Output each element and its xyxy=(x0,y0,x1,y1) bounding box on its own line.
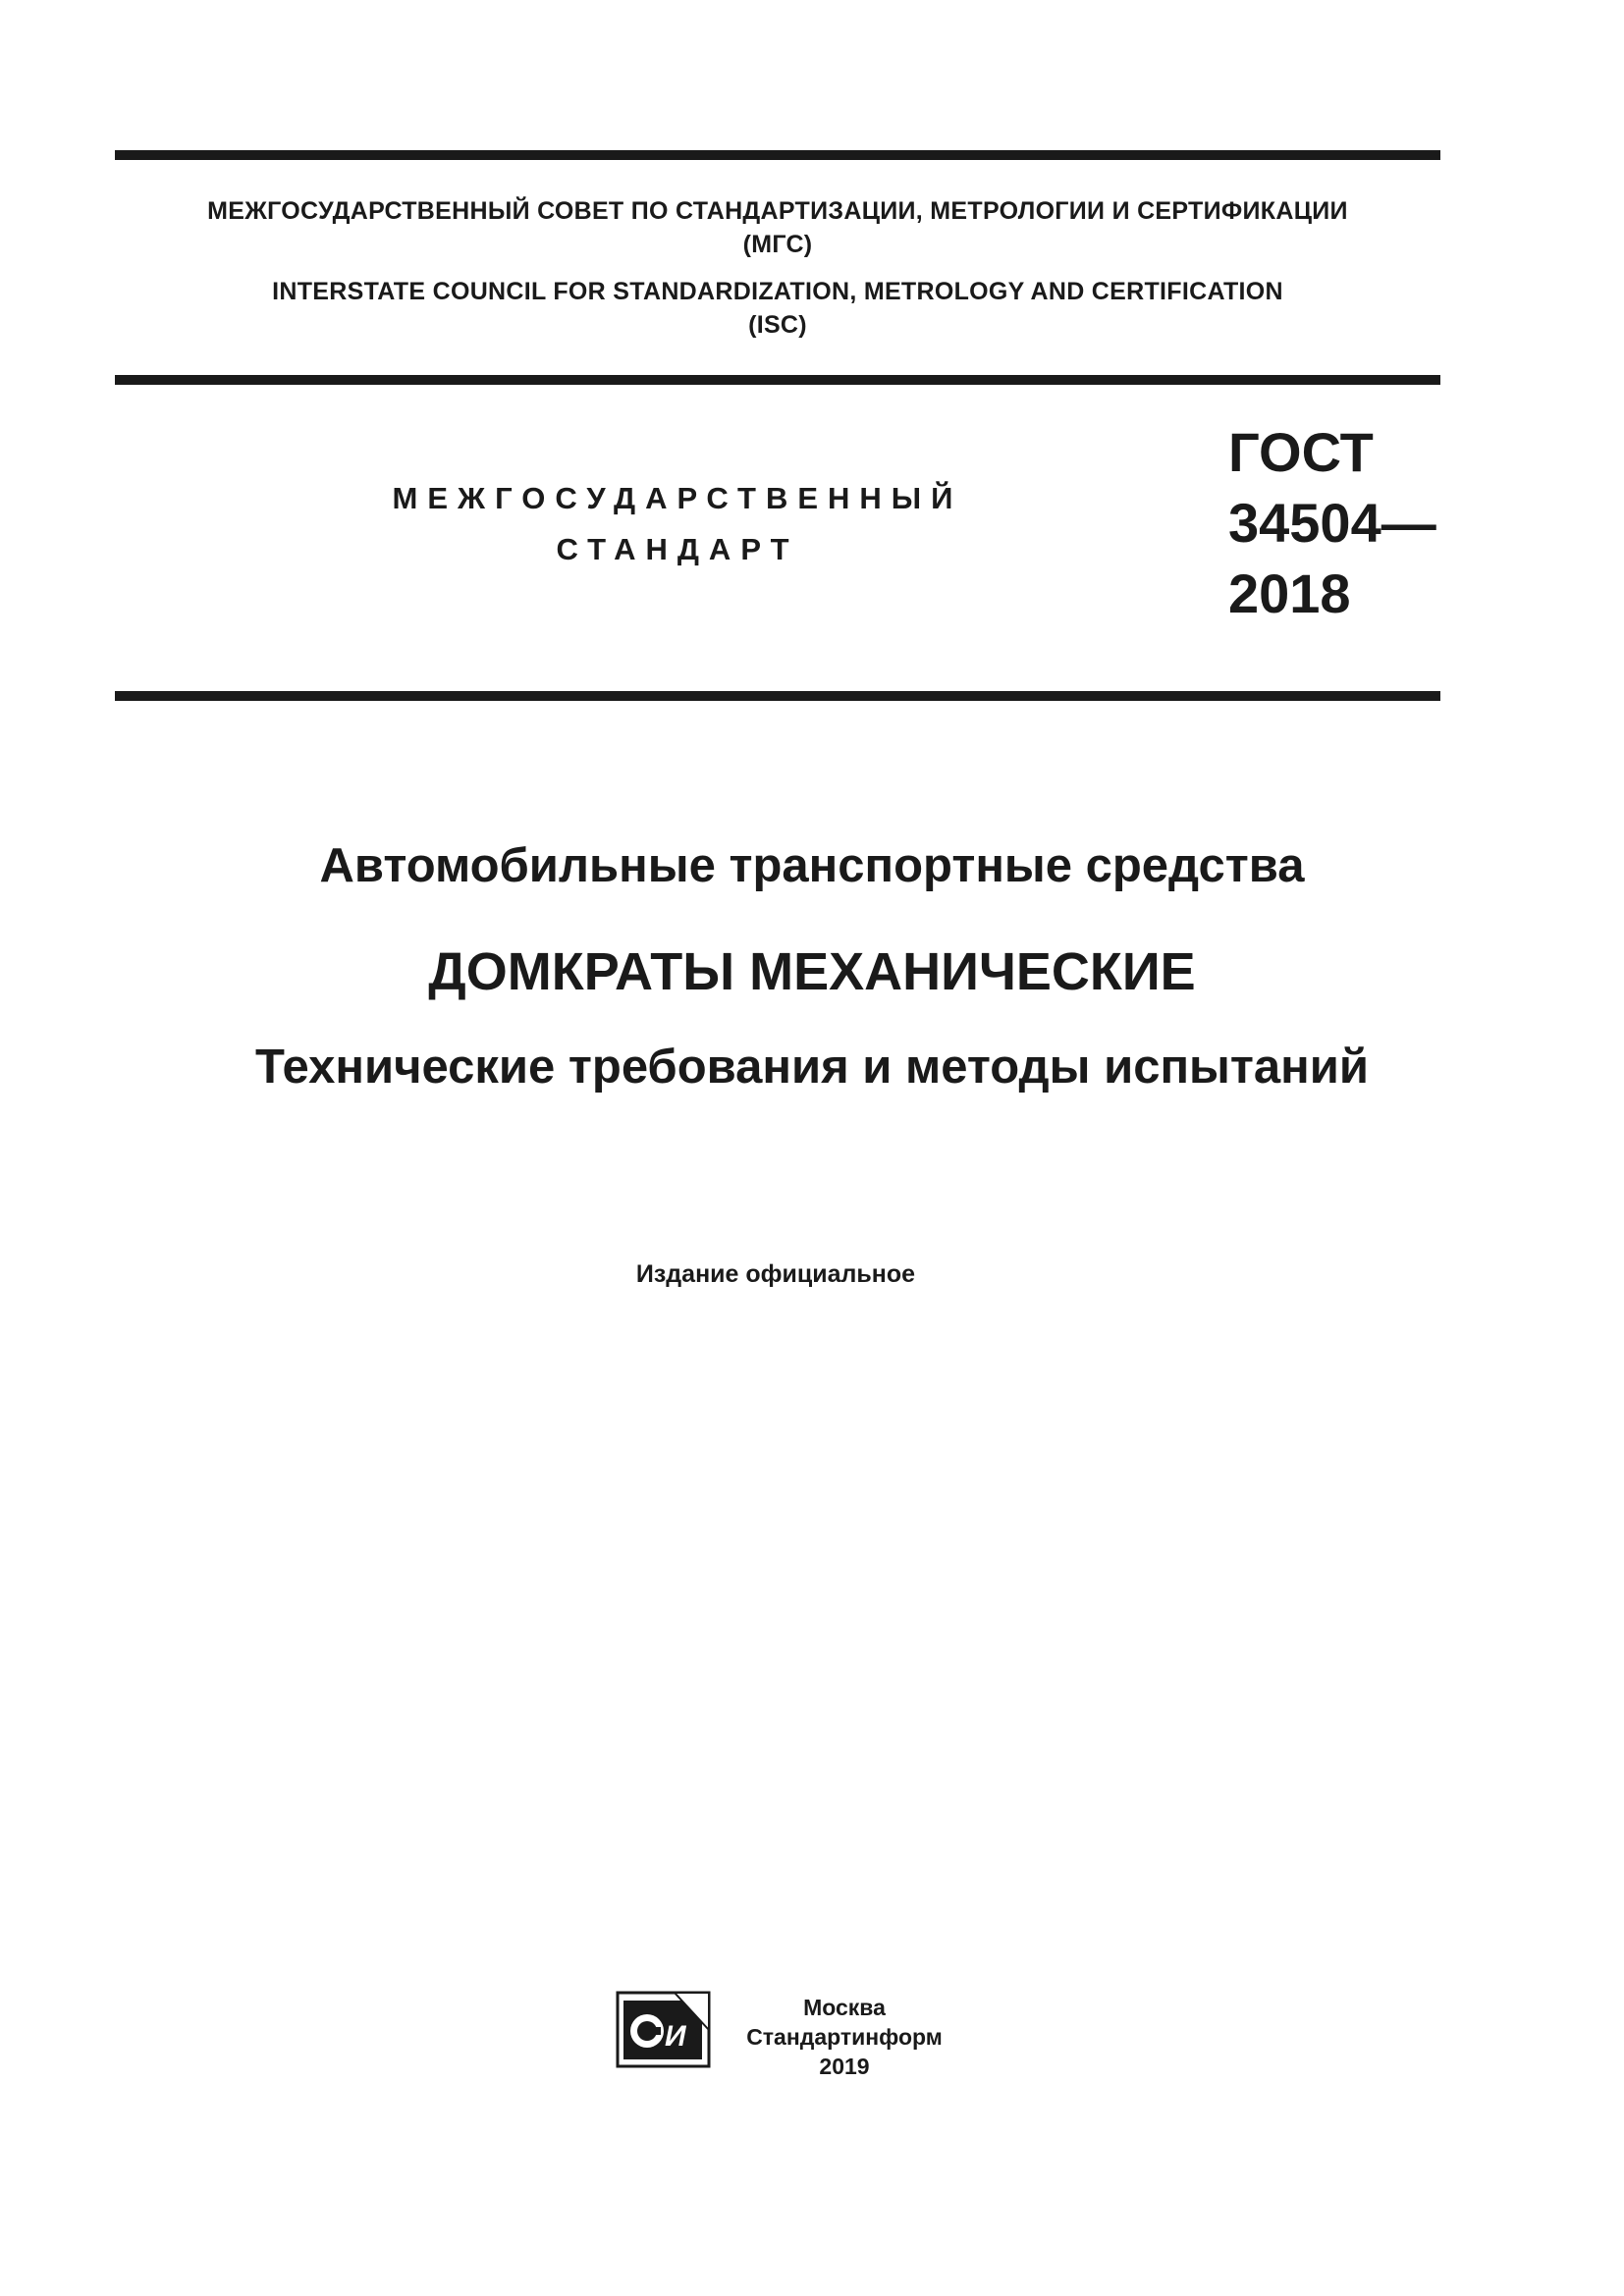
edition-label: Издание официальное xyxy=(635,1260,916,1288)
document-title: ДОМКРАТЫ МЕХАНИЧЕСКИЕ xyxy=(428,942,1196,1001)
standard-kind-line: СТАНДАРТ xyxy=(556,532,799,566)
svg-text:И: И xyxy=(665,2020,686,2053)
document-subtitle: Технические требования и методы испытаний xyxy=(255,1041,1369,1094)
imprint xyxy=(727,1993,962,2081)
standard-kind-line: МЕЖГОСУДАРСТВЕННЫЙ xyxy=(392,481,963,515)
standartinform-logo-icon xyxy=(616,1991,711,2068)
gost-designation xyxy=(1228,417,1444,629)
gost-year: 2018 xyxy=(1228,562,1351,624)
document-category: Автомобильные транспортные средства xyxy=(319,839,1305,892)
council-name-ru xyxy=(115,194,1440,261)
council-abbr-en: (ISC) xyxy=(748,311,807,339)
council-name-ru-line: МЕЖГОСУДАРСТВЕННЫЙ СОВЕТ ПО СТАНДАРТИЗАЦИИ, МЕТРОЛОГИИ И СЕРТИФИКАЦИИ xyxy=(207,197,1348,225)
top-rule xyxy=(115,150,1440,160)
council-abbr-ru: (МГС) xyxy=(742,231,813,258)
middle-rule xyxy=(115,375,1440,385)
council-name-en xyxy=(115,275,1440,342)
imprint-publisher: Стандартинформ xyxy=(746,2024,943,2050)
gost-prefix: ГОСТ xyxy=(1228,421,1374,483)
gost-number: 34504— xyxy=(1228,492,1436,554)
council-name-en-line: INTERSTATE COUNCIL FOR STANDARDIZATION, METROLOGY AND CERTIFICATION xyxy=(272,278,1283,305)
imprint-year: 2019 xyxy=(819,2054,870,2079)
imprint-city: Москва xyxy=(803,1995,886,2020)
standard-kind xyxy=(295,473,1060,575)
bottom-rule xyxy=(115,691,1440,701)
